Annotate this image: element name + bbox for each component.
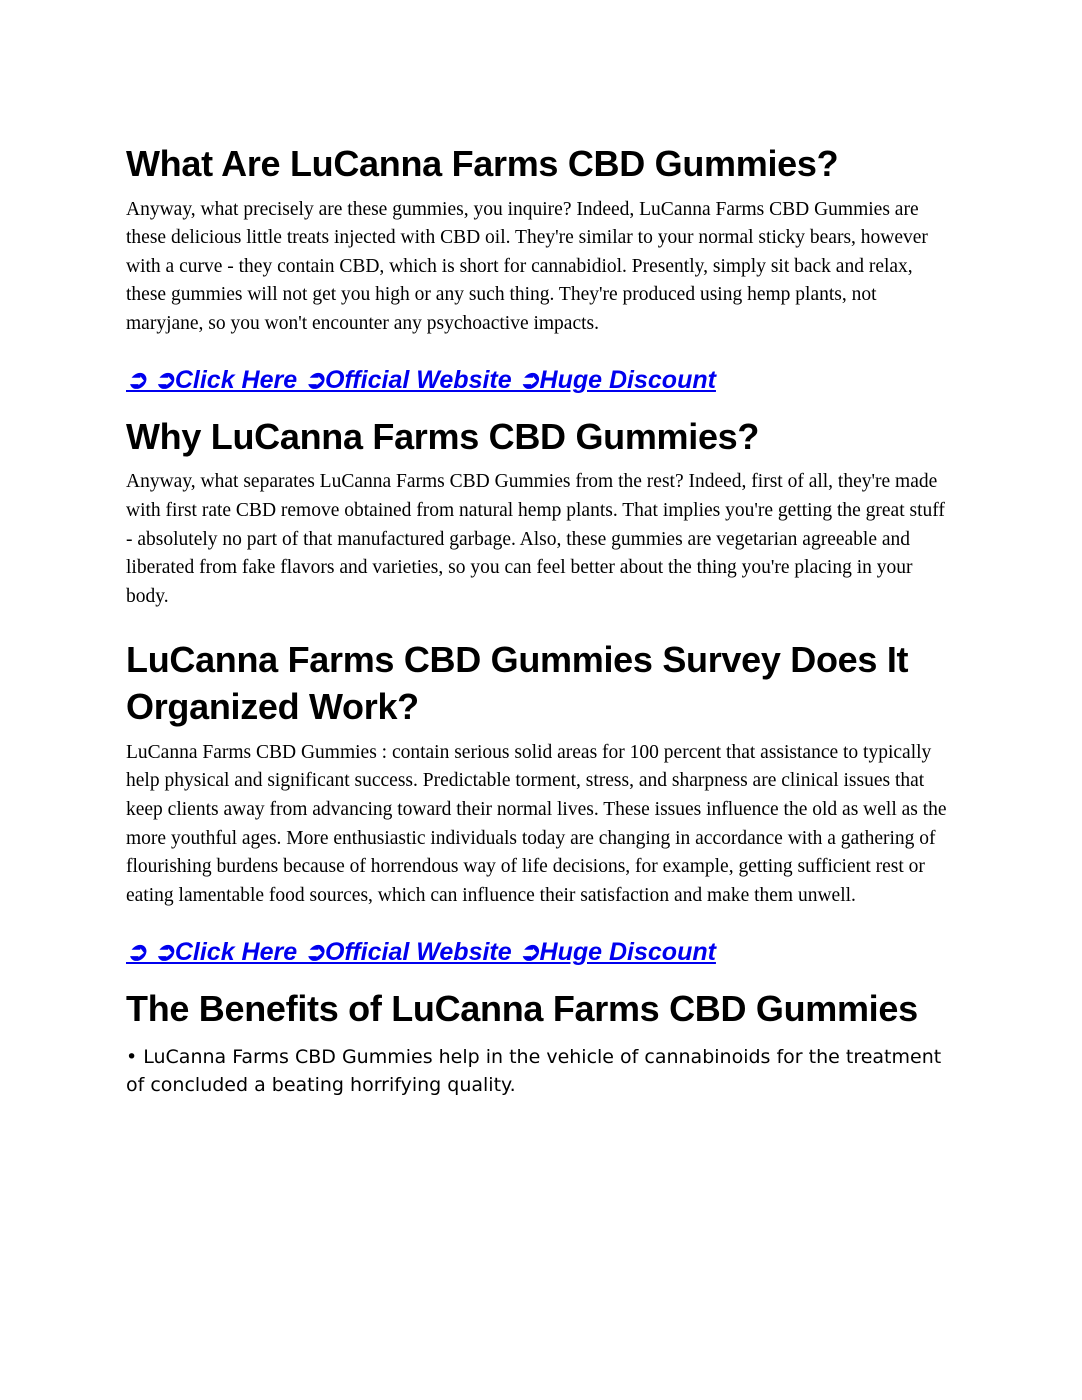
section-heading-1: What Are LuCanna Farms CBD Gummies? (126, 143, 839, 184)
list-item: • LuCanna Farms CBD Gummies help in the vehicle of cannabinoids for the treatment of concluded a beating horrifying quality. (126, 1046, 942, 1096)
section-heading-2: Why LuCanna Farms CBD Gummies? (126, 415, 760, 457)
cta-link-row-2 (126, 937, 956, 967)
benefits-list (126, 1044, 956, 1099)
spacer (126, 612, 956, 636)
section-paragraph-3: LuCanna Farms CBD Gummies : contain serious solid areas for 100 percent that assistance to typically help physical and significant success. Predictable torment, stress, and sharpness are clinical issues that keep clients away from advancing toward their normal lives. These issues influence the old as well as the more youthful ages. More enthusiastic individuals today are changing in accordance with a gathering of flourishing burdens because of horrendous way of life decisions, for example, getting sufficient rest or eating lamentable food sources, which can influence their satisfaction and make them unwell. (126, 741, 947, 906)
section-paragraph-1: Anyway, what precisely are these gummies, you inquire? Indeed, LuCanna Farms CBD Gummies are these delicious little treats injected with CBD oil. They're similar to your normal sticky bears, however with a curve - they contain CBD, which is short for cannabidiol. Presently, simply sit back and relax, these gummies will not get you high or any such thing. They're produced using hemp plants, not maryjane, so you won't encounter any psychoactive impacts. (126, 198, 928, 335)
section-heading-3: LuCanna Farms CBD Gummies Survey Does It Organized Work? (126, 638, 909, 728)
section-paragraph-2: Anyway, what separates LuCanna Farms CBD Gummies from the rest? Indeed, first of all, they're made with first rate CBD remove obtained from natural hemp plants. That implies you're getting the great stuff - absolutely no part of that manufactured garbage. Also, these gummies are vegetarian agreeable and liberated from fake flavors and varieties, so you can feel better about the thing you're placing in your body. (126, 471, 945, 607)
official-website-link-2[interactable]: ➲ ➲Click Here ➲Official Website ➲Huge Discount (126, 937, 716, 966)
official-website-link-1[interactable]: ➲ ➲Click Here ➲Official Website ➲Huge Discount (126, 365, 716, 394)
cta-link-row-1 (126, 365, 956, 395)
section-heading-4: The Benefits of LuCanna Farms CBD Gummies (126, 987, 918, 1029)
